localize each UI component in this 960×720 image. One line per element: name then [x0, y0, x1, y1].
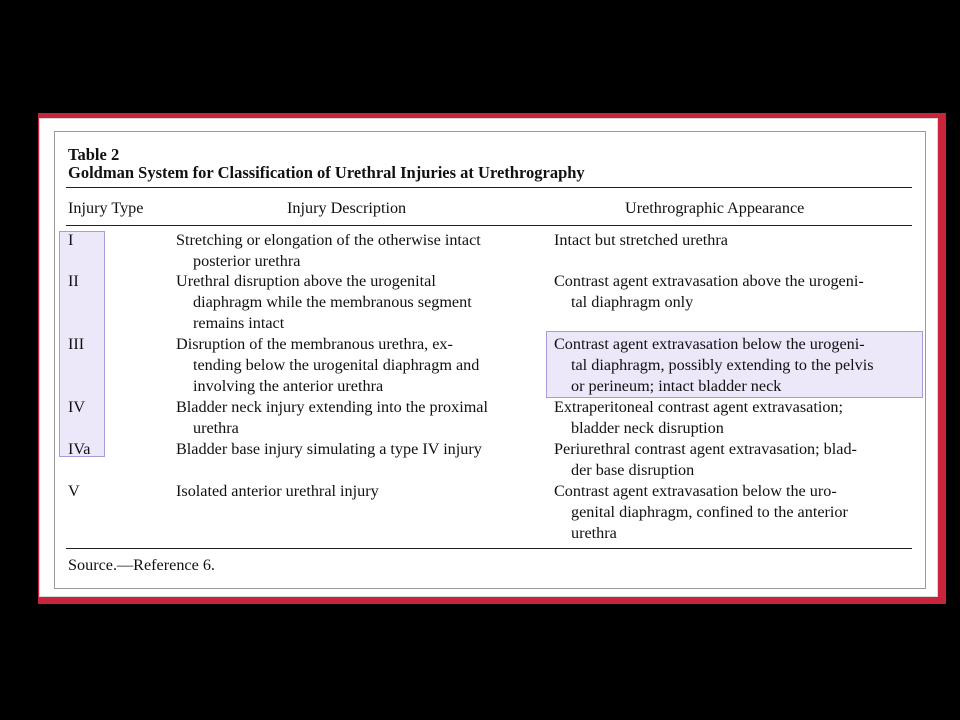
row-v-appearance-line2: genital diaphragm, confined to the anterior — [571, 503, 848, 521]
row-iii-description-line3: involving the anterior urethra — [193, 377, 384, 395]
row-iii-appearance-line1: Contrast agent extravasation below the urogeni- — [554, 335, 865, 353]
row-iii-appearance-line3: or perineum; intact bladder neck — [571, 377, 782, 395]
row-i-appearance-line1: Intact but stretched urethra — [554, 231, 728, 249]
row-v-type: V — [68, 482, 80, 500]
row-ii-appearance-line2: tal diaphragm only — [571, 293, 694, 311]
bottom-rule — [66, 548, 912, 549]
row-ii-description-line1: Urethral disruption above the urogenital — [176, 272, 436, 290]
header-urethrographic-appearance: Urethrographic Appearance — [625, 199, 805, 217]
table-label: Table 2 — [68, 145, 120, 164]
row-v-appearance-line3: urethra — [571, 524, 617, 542]
row-iv-description-line1: Bladder neck injury extending into the proximal — [176, 398, 488, 416]
header-injury-type: Injury Type — [68, 199, 144, 217]
table-title: Goldman System for Classification of Urethral Injuries at Urethrography — [68, 163, 585, 182]
row-v-description-line1: Isolated anterior urethral injury — [176, 482, 379, 500]
source-note: Source.—Reference 6. — [68, 556, 215, 574]
row-ii-description-line3: remains intact — [193, 314, 285, 332]
row-iv-description-line2: urethra — [193, 419, 239, 437]
row-ii-appearance-line1: Contrast agent extravasation above the urogeni- — [554, 272, 864, 290]
header-rule — [66, 225, 912, 226]
row-iv-type: IV — [68, 398, 86, 416]
row-iii-appearance-line2: tal diaphragm, possibly extending to the pelvis — [571, 356, 874, 374]
row-ii-type: II — [68, 272, 79, 290]
row-ii-description-line2: diaphragm while the membranous segment — [193, 293, 472, 311]
row-iva-appearance-line2: der base disruption — [571, 461, 695, 479]
row-iva-description-line1: Bladder base injury simulating a type IV injury — [176, 440, 482, 458]
row-v-appearance-line1: Contrast agent extravasation below the uro- — [554, 482, 837, 500]
row-iii-description-line2: tending below the urogenital diaphragm and — [193, 356, 480, 374]
row-iv-appearance-line1: Extraperitoneal contrast agent extravasation; — [554, 398, 844, 416]
row-iva-appearance-line1: Periurethral contrast agent extravasation; blad- — [554, 440, 857, 458]
row-i-description-line2: posterior urethra — [193, 252, 301, 270]
header-injury-description: Injury Description — [287, 199, 407, 217]
row-iii-type: III — [68, 335, 85, 353]
row-i-description-line1: Stretching or elongation of the otherwise intact — [176, 231, 481, 249]
row-iv-appearance-line2: bladder neck disruption — [571, 419, 724, 437]
row-iii-description-line1: Disruption of the membranous urethra, ex- — [176, 335, 453, 353]
row-iva-type: IVa — [68, 440, 91, 458]
row-i-type: I — [68, 231, 74, 249]
top-rule — [66, 187, 912, 188]
